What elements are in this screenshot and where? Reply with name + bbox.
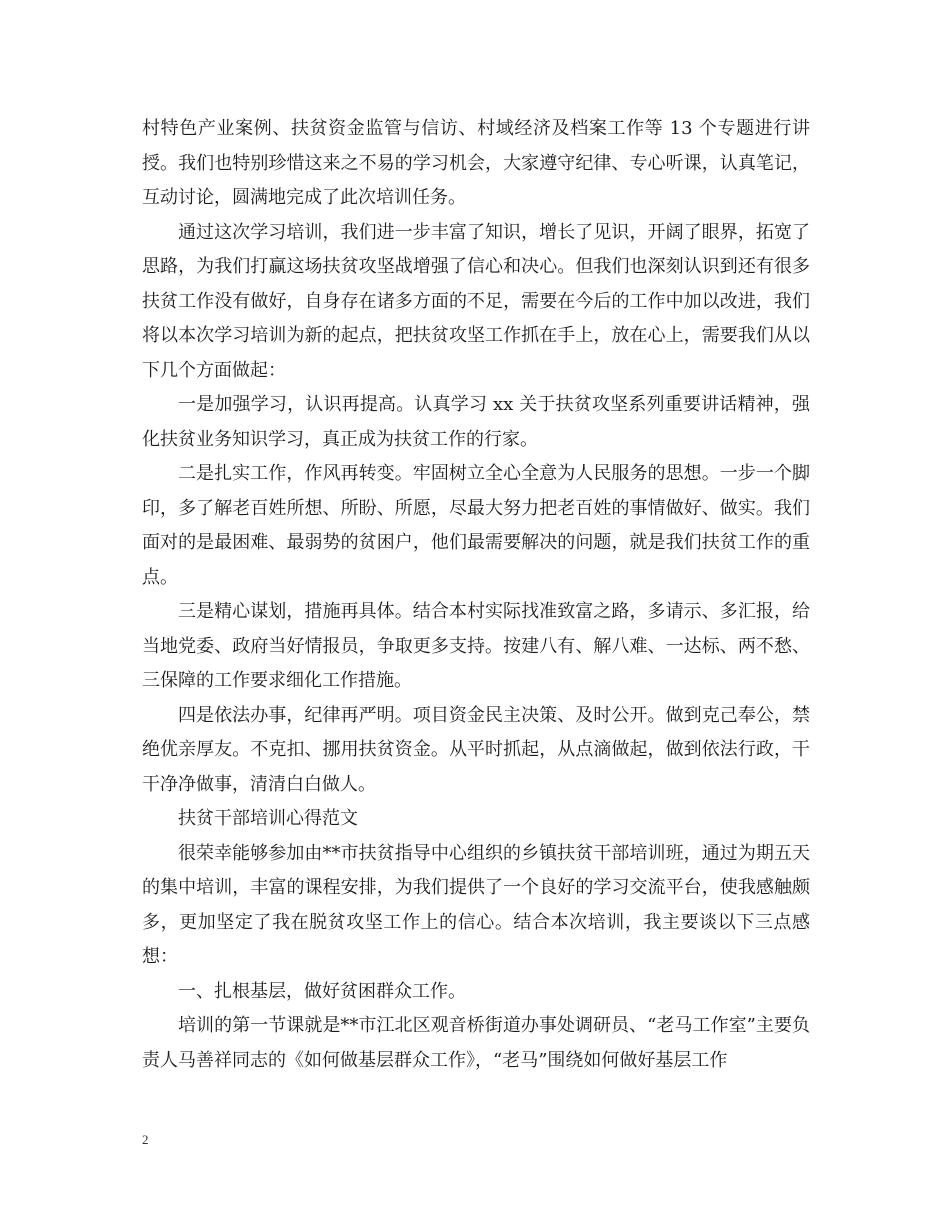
subheading-1: 一、扎根基层，做好贫困群众工作。 <box>178 980 466 1002</box>
paragraph-1: 村特色产业案例、扶贫资金监管与信访、村域经济及档案工作等 13 个专题进行讲授。我们也特别珍惜这来之不易的学习机会，大家遵守纪律、专心听课，认真笔记，互动讨论，圆满地完成了此次培训任务。 <box>142 118 810 208</box>
paragraph-3: 一是加强学习，认识再提高。认真学习 xx 关于扶贫攻坚系列重要讲话精神，强化扶贫业务知识学习，真正成为扶贫工作的行家。 <box>142 394 810 450</box>
paragraph-7: 很荣幸能够参加由**市扶贫指导中心组织的乡镇扶贫干部培训班，通过为期五天的集中培训，丰富的课程安排，为我们提供了一个良好的学习交流平台，使我感触颇多，更加坚定了我在脱贫攻坚工作上的信心。结合本次培训，我主要谈以下三点感想： <box>142 842 810 967</box>
page-number: 2 <box>142 1132 149 1147</box>
section-heading: 扶贫干部培训心得范文 <box>178 808 358 829</box>
document-body <box>142 112 810 1078</box>
paragraph-4: 二是扎实工作，作风再转变。牢固树立全心全意为人民服务的思想。一步一个脚印，多了解老百姓所想、所盼、所愿，尽最大努力把老百姓的事情做好、做实。我们面对的是最困难、最弱势的贫困户，他们最需要解决的问题，就是我们扶贫工作的重点。 <box>142 463 810 588</box>
paragraph-6: 四是依法办事，纪律再严明。项目资金民主决策、及时公开。做到克己奉公，禁绝优亲厚友。不克扣、挪用扶贫资金。从平时抓起，从点滴做起，做到依法行政，干干净净做事，清清白白做人。 <box>142 704 810 795</box>
paragraph-8: 培训的第一节课就是**市江北区观音桥街道办事处调研员、“老马工作室”主要负责人马善祥同志的《如何做基层群众工作》，“老马”围绕如何做好基层工作 <box>142 1015 810 1071</box>
paragraph-2: 通过这次学习培训，我们进一步丰富了知识，增长了见识，开阔了眼界，拓宽了思路，为我们打赢这场扶贫攻坚战增强了信心和决心。但我们也深刻认识到还有很多扶贫工作没有做好，自身存在诸多方面的不足，需要在今后的工作中加以改进，我们将以本次学习培训为新的起点，把扶贫攻坚工作抓在手上，放在心上，需要我们从以下几个方面做起： <box>142 221 810 381</box>
paragraph-5: 三是精心谋划，措施再具体。结合本村实际找准致富之路，多请示、多汇报，给当地党委、政府当好情报员，争取更多支持。按建八有、解八难、一达标、两不愁、三保障的工作要求细化工作措施。 <box>142 601 810 691</box>
